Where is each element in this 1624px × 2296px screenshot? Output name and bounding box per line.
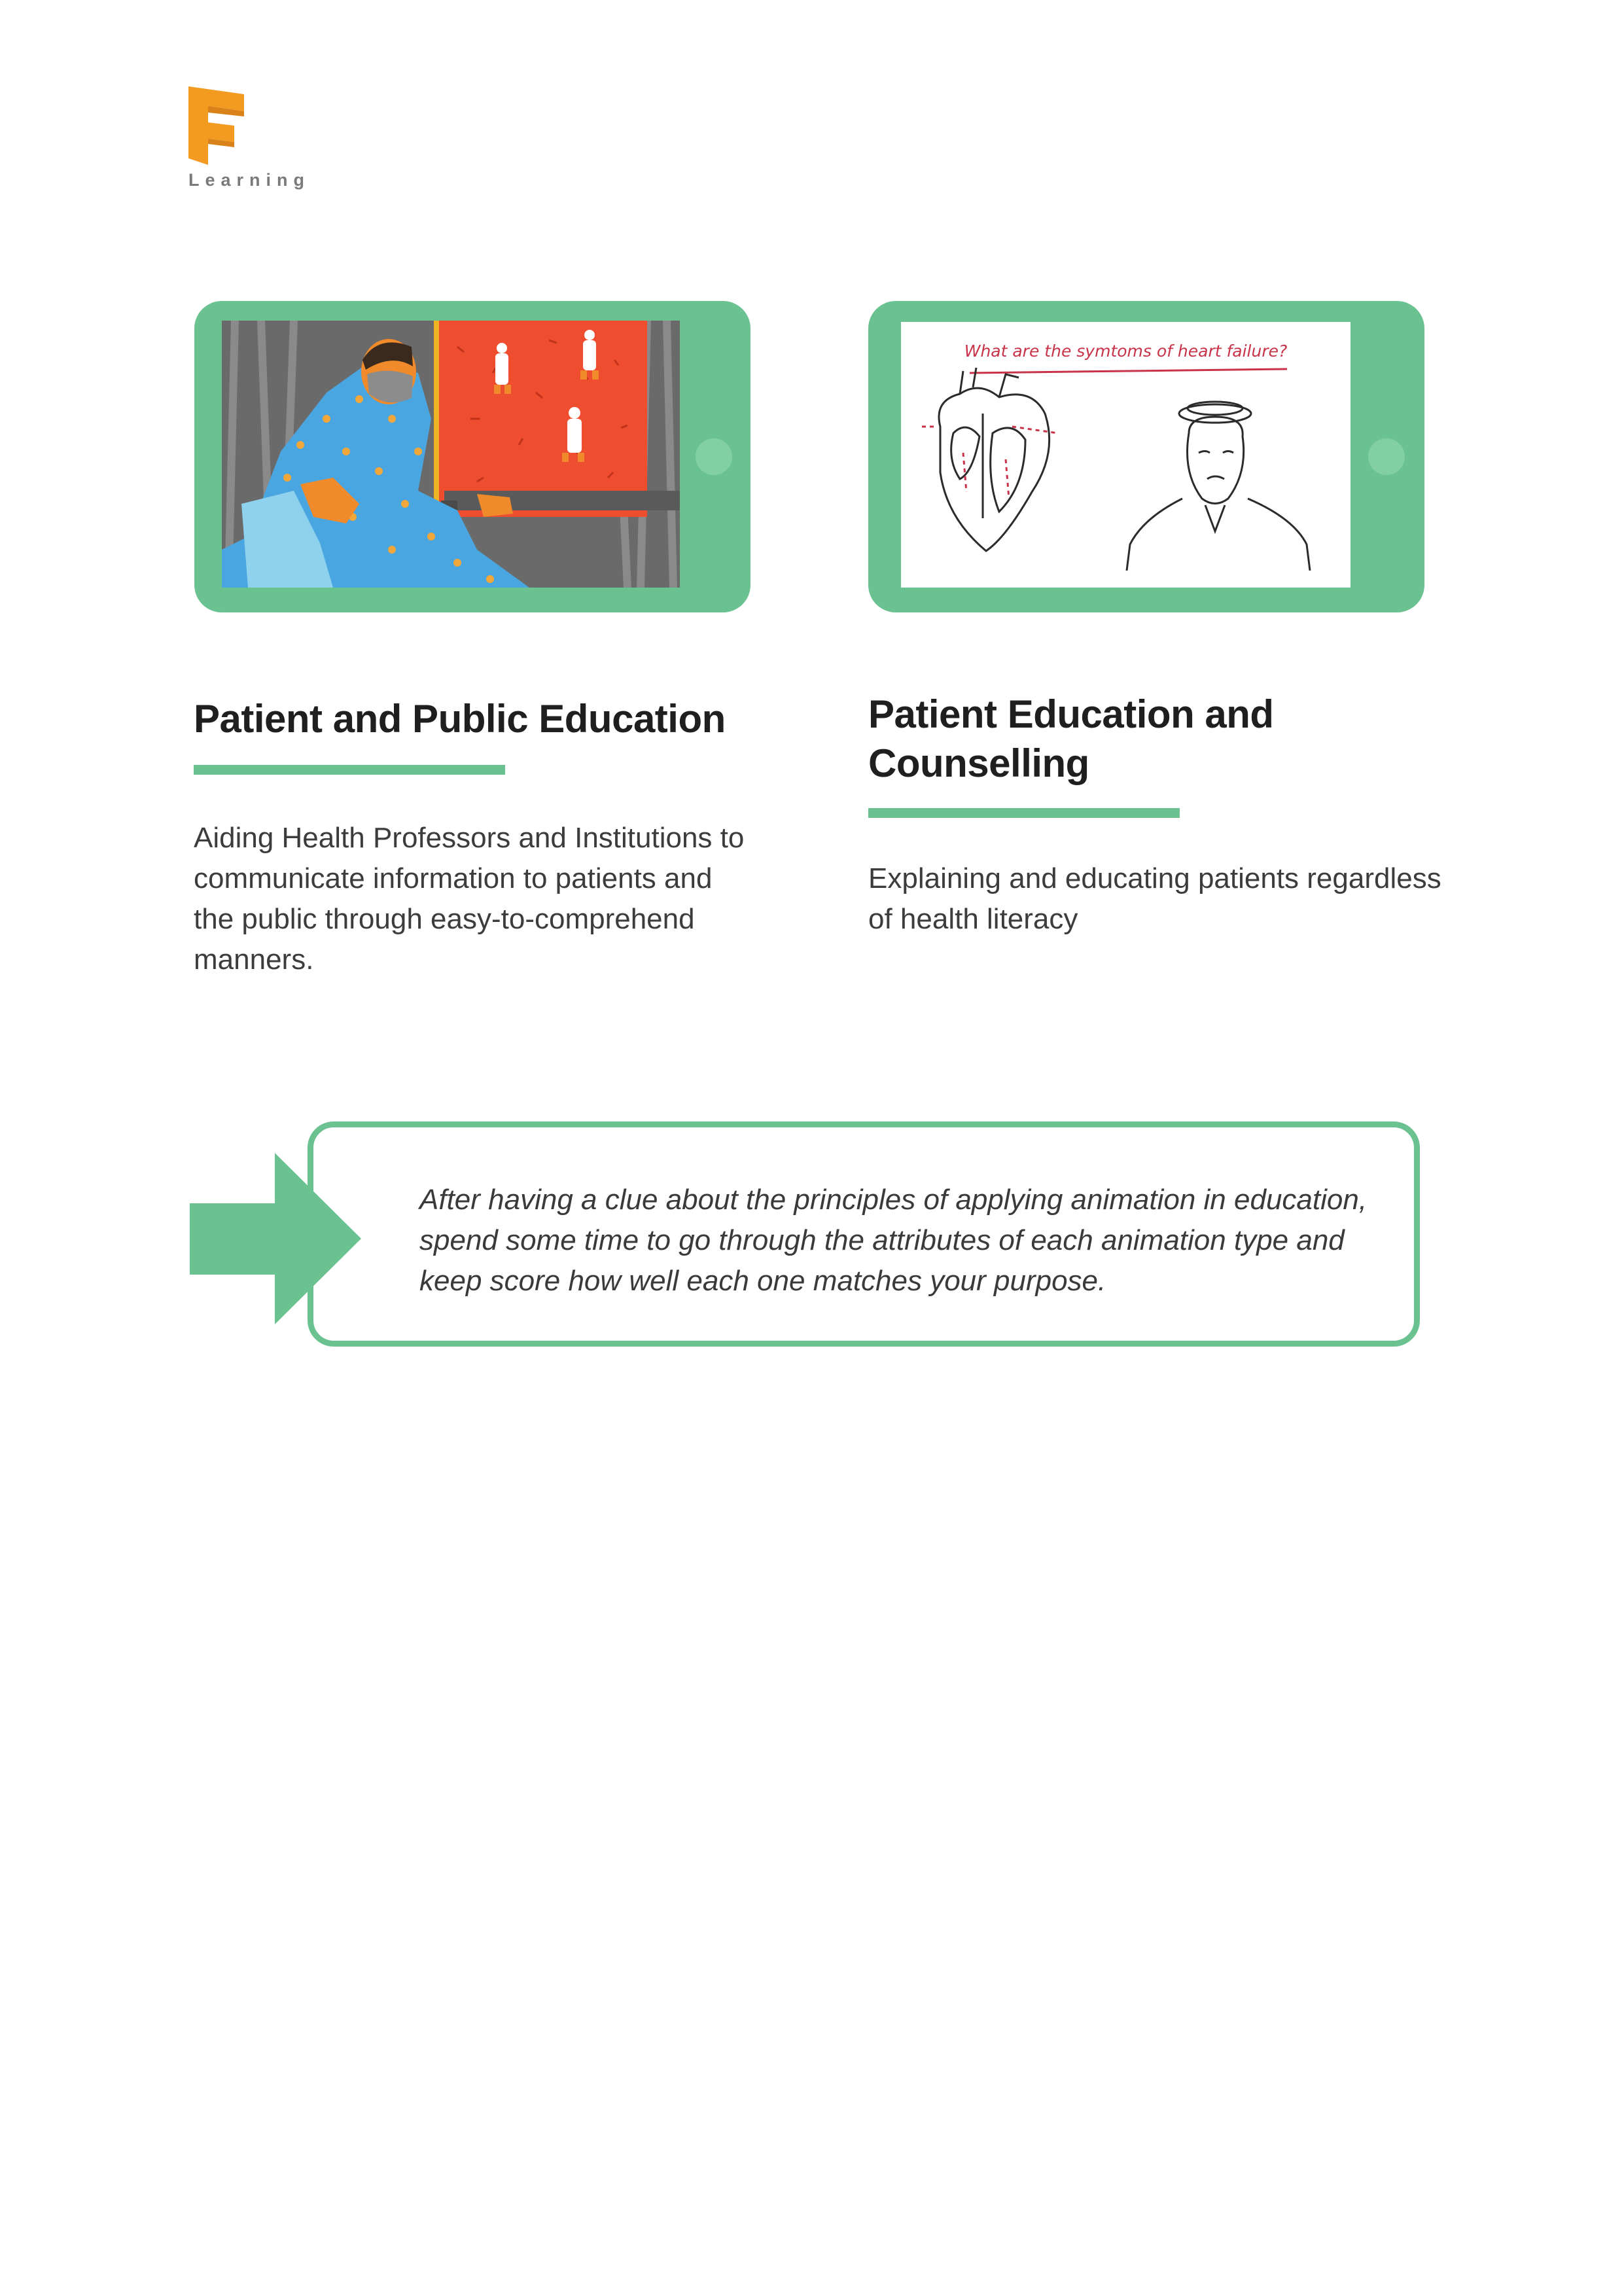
- logo-mark-icon: [188, 86, 254, 165]
- tablet-frame: [868, 301, 1424, 612]
- heading-underline: [194, 765, 505, 775]
- tablet-frame: [194, 301, 750, 612]
- heart-failure-sketch-illustration: [901, 322, 1350, 588]
- callout-text: After having a clue about the principles of applying animation in education, spend some time to go through the attributes of each animation type and keep score how well each one matches your purpose.: [419, 1184, 1368, 1297]
- screen-caption: What are the symtoms of heart failure?: [964, 342, 1288, 361]
- tablet-home-button: [696, 438, 732, 475]
- logo-wordmark: Learning: [188, 170, 311, 190]
- tablet-home-button: [1368, 438, 1405, 475]
- callout-box: [308, 1122, 1420, 1347]
- patient-in-gown-with-mask-illustration: [222, 321, 680, 588]
- card-description: Explaining and educating patients regardless of health literacy: [868, 862, 1441, 935]
- card-heading: Patient Education and Counselling: [868, 692, 1274, 785]
- card-description: Aiding Health Professors and Institutions to communicate information to patients and the public through easy-to-comprehend manners.: [194, 822, 745, 976]
- heading-underline: [868, 808, 1180, 818]
- logo: [188, 86, 339, 198]
- card-heading: Patient and Public Education: [194, 697, 726, 741]
- arrow-right-icon: [190, 1153, 361, 1324]
